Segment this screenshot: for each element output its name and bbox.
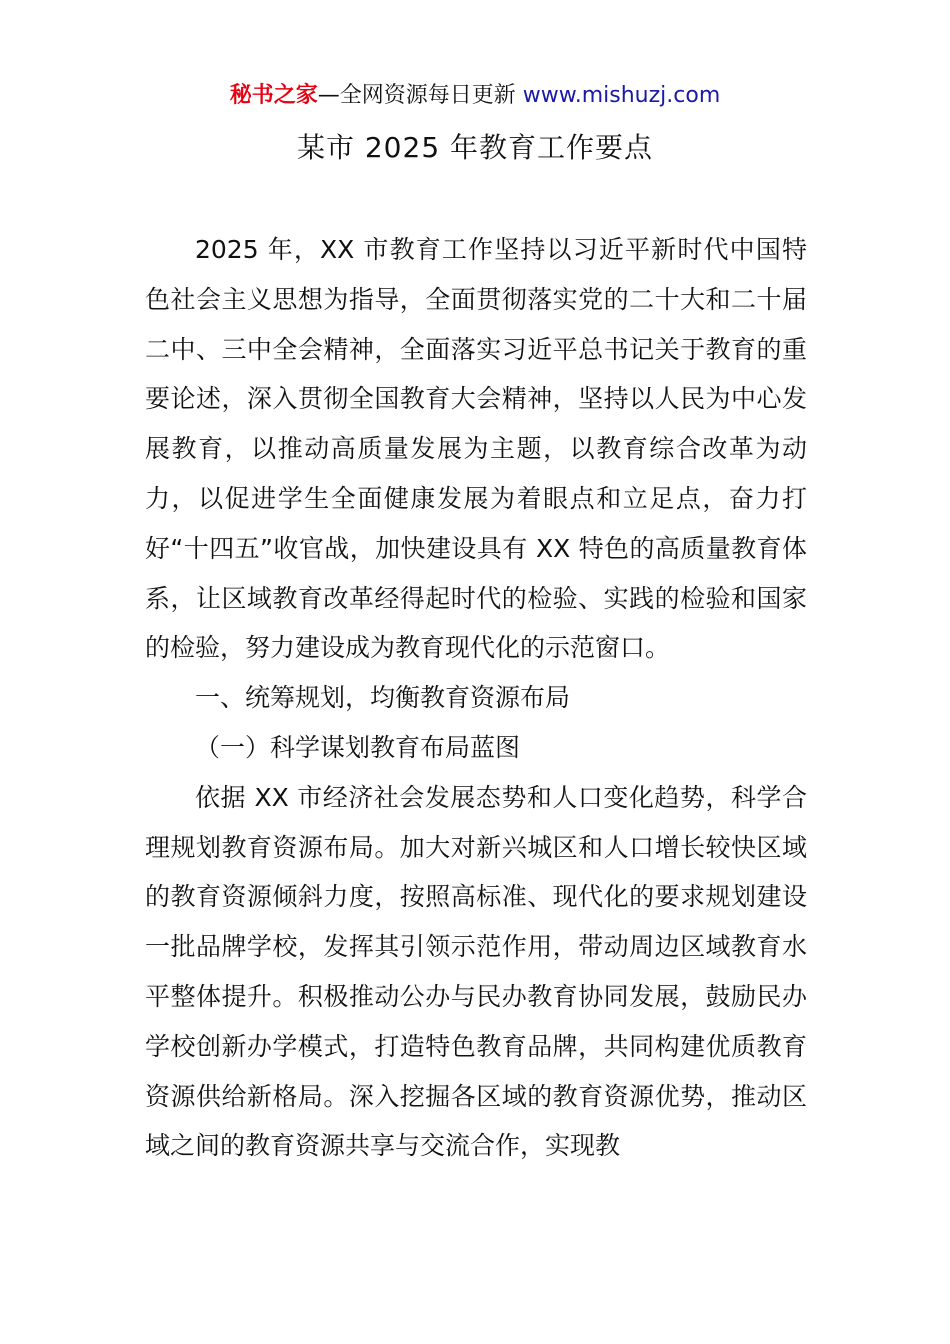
subsection-body-1: 依据 XX 市经济社会发展态势和人口变化趋势，科学合理规划教育资源布局。加大对新兴城区和人口增长较快区域的教育资源倾斜力度，按照高标准、现代化的要求规划建设一批品牌学校，发挥其引领示范作用，带动周边区域教育水平整体提升。积极推动公办与民办教育协同发展，鼓励民办学校创新办学模式，打造特色教育品牌，共同构建优质教育资源供给新格局。深入挖掘各区域的教育资源优势，推动区域之间的教育资源共享与交流合作，实现教 — [145, 782, 807, 1161]
header-tagline: —全网资源每日更新 — [317, 83, 516, 108]
brand-name: 秘书之家 — [229, 83, 318, 108]
document-body — [145, 225, 807, 1171]
section-heading-1: 一、统筹规划，均衡教育资源布局 — [195, 683, 571, 713]
intro-paragraph: 2025 年，XX 市教育工作坚持以习近平新时代中国特色社会主义思想为指导，全面贯彻落实党的二十大和二十届二中、三中全会精神，全面落实习近平总书记关于教育的重要论述，深入贯彻全国教育大会精神，坚持以人民为中心发展教育，以推动高质量发展为主题，以教育综合改革为动力，以促进学生全面健康发展为着眼点和立足点，奋力打好“十四五”收官战，加快建设具有 XX 特色的高质量教育体系，让区域教育改革经得起时代的检验、实践的检验和国家的检验，努力建设成为教育现代化的示范窗口。 — [145, 235, 807, 663]
page-header — [0, 80, 950, 112]
site-link[interactable]: www.mishuzj.com — [522, 83, 721, 108]
subsection-heading-1: （一）科学谋划教育布局蓝图 — [195, 732, 521, 762]
document-title: 某市 2025 年教育工作要点 — [296, 131, 654, 164]
